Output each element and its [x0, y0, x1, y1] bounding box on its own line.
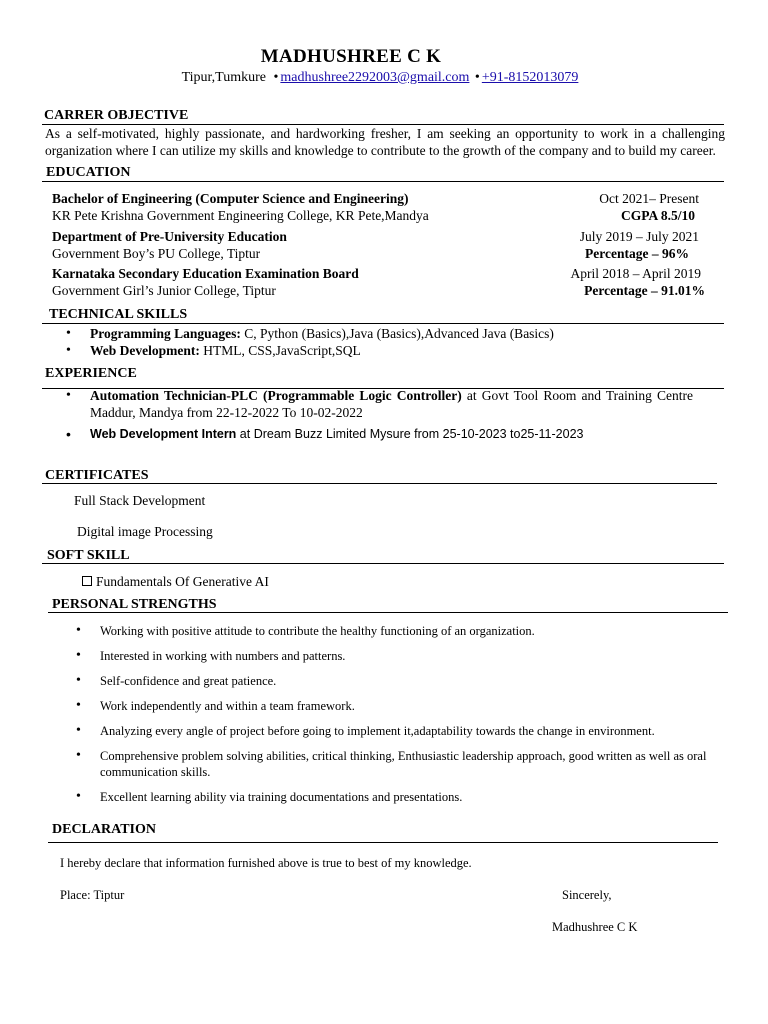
- strength-item: • Self-confidence and great patience.: [100, 673, 730, 689]
- declaration-place: Place: Tiptur: [60, 888, 125, 902]
- experience-list: [90, 387, 693, 429]
- education-institution: KR Pete Krishna Government Engineering College, KR Pete,Mandya: [52, 208, 429, 223]
- experience-heading: EXPERIENCE: [45, 366, 137, 381]
- soft-skill-heading: SOFT SKILL: [47, 548, 130, 563]
- certificate-item: Digital image Processing: [77, 524, 213, 539]
- education-date: Oct 2021– Present: [599, 191, 699, 206]
- declaration-heading: DECLARATION: [52, 822, 156, 837]
- strength-item: • Work independently and within a team framework.: [100, 698, 730, 714]
- education-title: Karnataka Secondary Education Examination Board: [52, 266, 359, 281]
- education-institution: Government Girl’s Junior College, Tiptur: [52, 283, 276, 298]
- education-heading: EDUCATION: [46, 165, 131, 180]
- education-date: July 2019 – July 2021: [579, 229, 699, 244]
- section-divider: [48, 842, 718, 843]
- strength-item: • Working with positive attitude to contribute the healthy functioning of an organization.: [100, 623, 730, 639]
- experience-list: [90, 426, 645, 442]
- separator: •: [474, 70, 480, 85]
- education-title: Bachelor of Engineering (Computer Science and Engineering): [52, 191, 409, 206]
- checkbox-icon: [82, 576, 92, 586]
- declaration-text: I hereby declare that information furnished above is true to best of my knowledge.: [60, 856, 472, 870]
- experience-item: • Automation Technician-PLC (Programmable Logic Controller) at Govt Tool Room and Training Centre Maddur, Mandya from 22-12-2022 To 10-02-2022: [90, 387, 693, 421]
- education-institution: Government Boy’s PU College, Tiptur: [52, 246, 261, 261]
- strengths-heading: PERSONAL STRENGTHS: [52, 597, 217, 612]
- signature-name: Madhushree C K: [552, 920, 638, 934]
- education-score: Percentage – 91.01%: [584, 283, 705, 298]
- section-divider: [42, 181, 724, 182]
- experience-item: • Web Development Intern at Dream Buzz Limited Mysure from 25-10-2023 to25-11-2023: [90, 426, 645, 442]
- education-score: CGPA 8.5/10: [621, 208, 695, 223]
- strength-item: • Excellent learning ability via training documentations and presentations.: [100, 789, 730, 805]
- section-divider: [42, 323, 724, 324]
- education-date: April 2018 – April 2019: [570, 266, 701, 281]
- resume-name: MADHUSHREE C K: [260, 46, 442, 67]
- strength-item: • Analyzing every angle of project before going to implement it,adaptability towards the change in environment.: [100, 723, 730, 739]
- section-divider: [48, 612, 728, 613]
- education-score: Percentage – 96%: [585, 246, 689, 261]
- certificates-heading: CERTIFICATES: [45, 468, 149, 483]
- skills-heading: TECHNICAL SKILLS: [49, 307, 188, 322]
- strengths-list: [100, 623, 730, 805]
- certificate-item: Full Stack Development: [74, 493, 206, 508]
- location-text: Tipur,Tumkure: [181, 70, 266, 85]
- education-title: Department of Pre-University Education: [52, 229, 287, 244]
- section-divider: [42, 563, 724, 564]
- strength-item: • Interested in working with numbers and patterns.: [100, 648, 730, 664]
- strength-item: • Comprehensive problem solving abilities, critical thinking, Enthusiastic leadership approach, good written as well as oral communication skills.: [100, 748, 730, 780]
- soft-skill-item: Fundamentals Of Generative AI: [82, 573, 269, 590]
- skill-item: • Programming Languages: C, Python (Basics),Java (Basics),Advanced Java (Basics): [90, 325, 720, 342]
- contact-line: [0, 70, 760, 86]
- objective-text: As a self-motivated, highly passionate, and hardworking fresher, I am seeking an opportunity to work in a challenging organization where I can utilize my skills and knowledge to contribute to the growth of the company and to build my career.: [45, 126, 725, 158]
- objective-heading: CARRER OBJECTIVE: [44, 108, 189, 123]
- email-link[interactable]: madhushree2292003@gmail.com: [280, 70, 470, 85]
- section-divider: [42, 483, 717, 484]
- phone-link[interactable]: +91-8152013079: [481, 70, 579, 85]
- skills-list: [90, 325, 720, 359]
- declaration-closing: Sincerely,: [562, 888, 612, 902]
- skill-item: • Web Development: HTML, CSS,JavaScript,SQL: [90, 342, 720, 359]
- separator: •: [273, 70, 279, 85]
